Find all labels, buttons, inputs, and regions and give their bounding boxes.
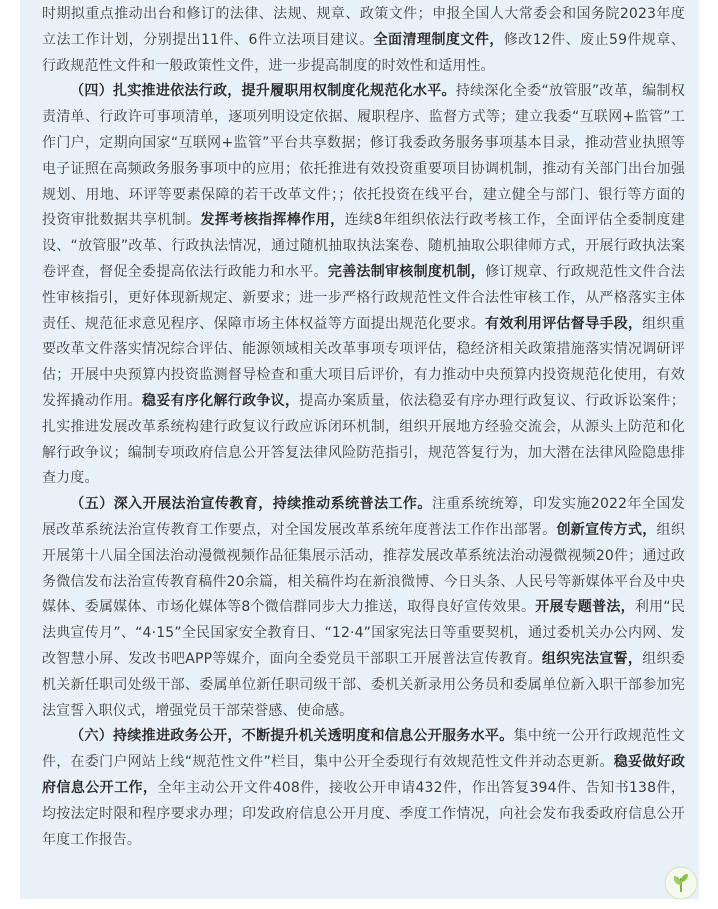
- bold-heading-run: 创新宣传方式，: [556, 521, 657, 538]
- paragraph-p-section-4: [42, 79, 685, 492]
- bold-heading-run: 有效利用评估督导手段，: [485, 315, 643, 332]
- bold-heading-run: 稳妥做好政府信息公开工作，: [42, 754, 685, 796]
- bold-heading-run: （六）持续推进政务公开，不断提升机关透明度和信息公开服务水平。: [70, 728, 514, 745]
- body-text-run: 组织委机关新任职司处级干部、委属单位新任职司级干部、委机关新录用公务员和委属单位新入职干部参加宪法宣誓入职仪式，增强党员干部荣誉感、使命感。: [42, 650, 685, 719]
- body-text-run: 修订规章、行政规范性文件合法性审核指引，更好体现新规定、新要求；进一步严格行政规范性文件合法性审核工作，从严格落实主体责任、规范征求意见程序、保障市场主体权益等方面提出规范化要求。: [42, 263, 686, 332]
- body-text-run: 修改12件、废止59件规章、行政规范性文件和一般政策性文件，进一步提高制度的时效性和适用性。: [42, 31, 685, 74]
- paragraph-p-intro: [42, 2, 685, 79]
- body-text-run: 组织重要改革文件落实情况综合评估、能源领域相关改革事项专项评估，稳经济相关政策措施落实情况调研评估；开展中央预算内投资监测督导检查和重大项目后评价，有力推动中央预算内投资规范化使用，有效发挥撬动作用。: [42, 315, 685, 409]
- bold-heading-run: 开展专题普法，: [535, 599, 635, 616]
- bold-heading-run: 发挥考核指挥棒作用，: [200, 212, 345, 229]
- body-text-run: 持续深化全委“放管服”改革，编制权责清单、行政许可事项清单，逐项列明设定依据、履职程序、监督方式等；建立我委“互联网+监管”工作门户，定期向国家“互联网+监管”平台共享数据；修订我委政务服务事项基本目录，推动营业执照等电子证照在高频政务服务事项中的应用；依托推进有效投资重要项目协调机制，推动有关部门出台加强规划、用地、环评等要素保障的若干改革文件；；依托投资在线平台，建立健全与部门、银行等方面的投资审批数据共享机制。: [42, 83, 685, 229]
- body-text-run: 全年主动公开文件408件，接收公开申请432件，作出答复394件、告知书138件，均按法定时限和程序要求办理；印发政府信息公开月度、季度工作情况，向社会发布我委政府信息公开年度工作报告。: [42, 779, 685, 848]
- body-text-run: 利用“民法典宣传月”、“4·15”全民国家安全教育日、“12·4”国家宪法日等重要契机，通过委机关办公内网、发改智慧小屏、发改书吧APP等媒介，面向全委党员干部职工开展普法宣传教育。: [42, 599, 686, 667]
- bold-heading-run: 全面清理制度文件，: [373, 31, 504, 48]
- article-panel: [20, 0, 699, 899]
- bold-heading-run: 完善法制审核制度机制，: [327, 263, 486, 280]
- paragraph-p-section-6: [42, 724, 685, 853]
- body-text-run: 注重系统统筹，印发实施2022年全国发展改革系统法治宣传教育工作要点，对全国发展改革系统年度普法工作作出部署。: [42, 496, 685, 538]
- bold-heading-run: （四）扎实推进依法行政，提升履职用权制度化规范化水平。: [70, 83, 456, 100]
- body-text-run: 组织开展第十八届全国法治动漫微视频作品征集展示活动，推荐发展改革系统法治动漫微视频20件；通过政务微信发布法治宣传教育稿件20余篇，相关稿件均在新浪微博、今日头条、人民号等新媒体平台及中央媒体、委属媒体、市场化媒体等8个微信群同步大力推送，取得良好宣传效果。: [42, 521, 685, 616]
- bold-heading-run: 稳妥有序化解行政争议，: [142, 392, 300, 409]
- body-text-run: 连续8年组织依法行政考核工作，全面评估全委制度建设、“放管服”改革、行政执法情况，通过随机抽取执法案卷、随机抽取公职律师方式，开展行政执法案卷评查，督促全委提高依法行政能力和水平。: [42, 212, 685, 280]
- leaf-icon[interactable]: [664, 866, 698, 900]
- body-text-run: 提高办案质量，依法稳妥有序办理行政复议、行政诉讼案件；扎实推进发展改革系统构建行政复议行政应诉闭环机制，组织开展地方经验交流会，从源头上防范和化解行政争议；编制专项政府信息公开答复法律风险防范指引，规范答复行为，加大潜在法律风险隐患排查力度。: [42, 392, 685, 487]
- bold-heading-run: 组织宪法宣誓，: [541, 650, 643, 667]
- paragraph-p-section-5: [42, 492, 685, 724]
- body-text-run: 时期拟重点推动出台和修订的法律、法规、规章、政策文件；申报全国人大常委会和国务院2023年度立法工作计划，分别提出11件、6件立法项目建议。: [42, 6, 685, 48]
- bold-heading-run: （五）深入开展法治宣传教育，持续推动系统普法工作。: [70, 496, 432, 513]
- body-text-run: 集中统一公开行政规范性文件，在委门户网站上线“规范性文件”栏目，集中公开全委现行有效规范性文件并动态更新。: [42, 728, 685, 771]
